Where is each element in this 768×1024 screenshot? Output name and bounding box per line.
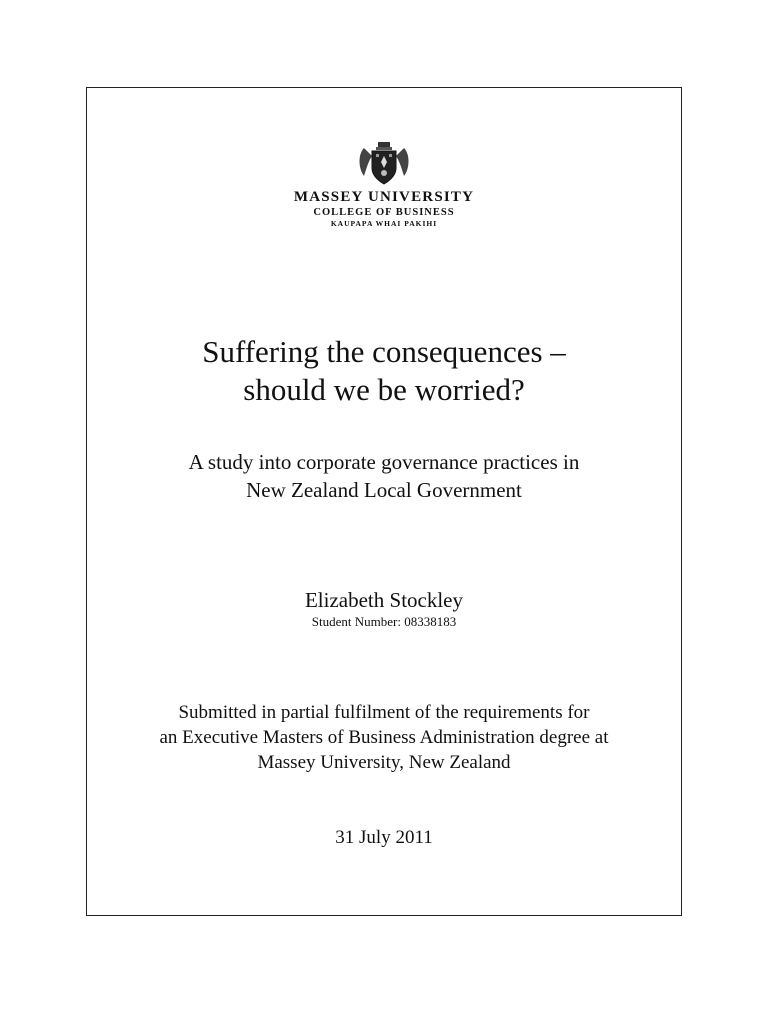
submission-line-2: an Executive Masters of Business Administration degree at <box>159 727 609 748</box>
thesis-title <box>0 333 768 409</box>
author-name: Elizabeth Stockley <box>304 588 464 612</box>
subtitle-line-2: New Zealand Local Government <box>246 478 522 502</box>
college-name: COLLEGE OF BUSINESS <box>313 207 455 218</box>
college-motto: KAUPAPA WHAI PAKIHI <box>330 219 438 228</box>
thesis-subtitle <box>0 448 768 504</box>
title-line-1: Suffering the consequences – <box>202 334 566 369</box>
submission-line-1: Submitted in partial fulfilment of the requirements for <box>178 702 590 723</box>
submission-statement <box>0 700 768 775</box>
title-line-2: should we be worried? <box>243 372 525 407</box>
subtitle-line-1: A study into corporate governance practices in <box>188 450 580 474</box>
submission-line-3: Massey University, New Zealand <box>257 752 511 773</box>
massey-crest-icon <box>356 140 412 186</box>
submission-date: 31 July 2011 <box>335 827 433 848</box>
university-name: MASSEY UNIVERSITY <box>293 189 475 205</box>
student-number: Student Number: 08338183 <box>311 614 457 629</box>
